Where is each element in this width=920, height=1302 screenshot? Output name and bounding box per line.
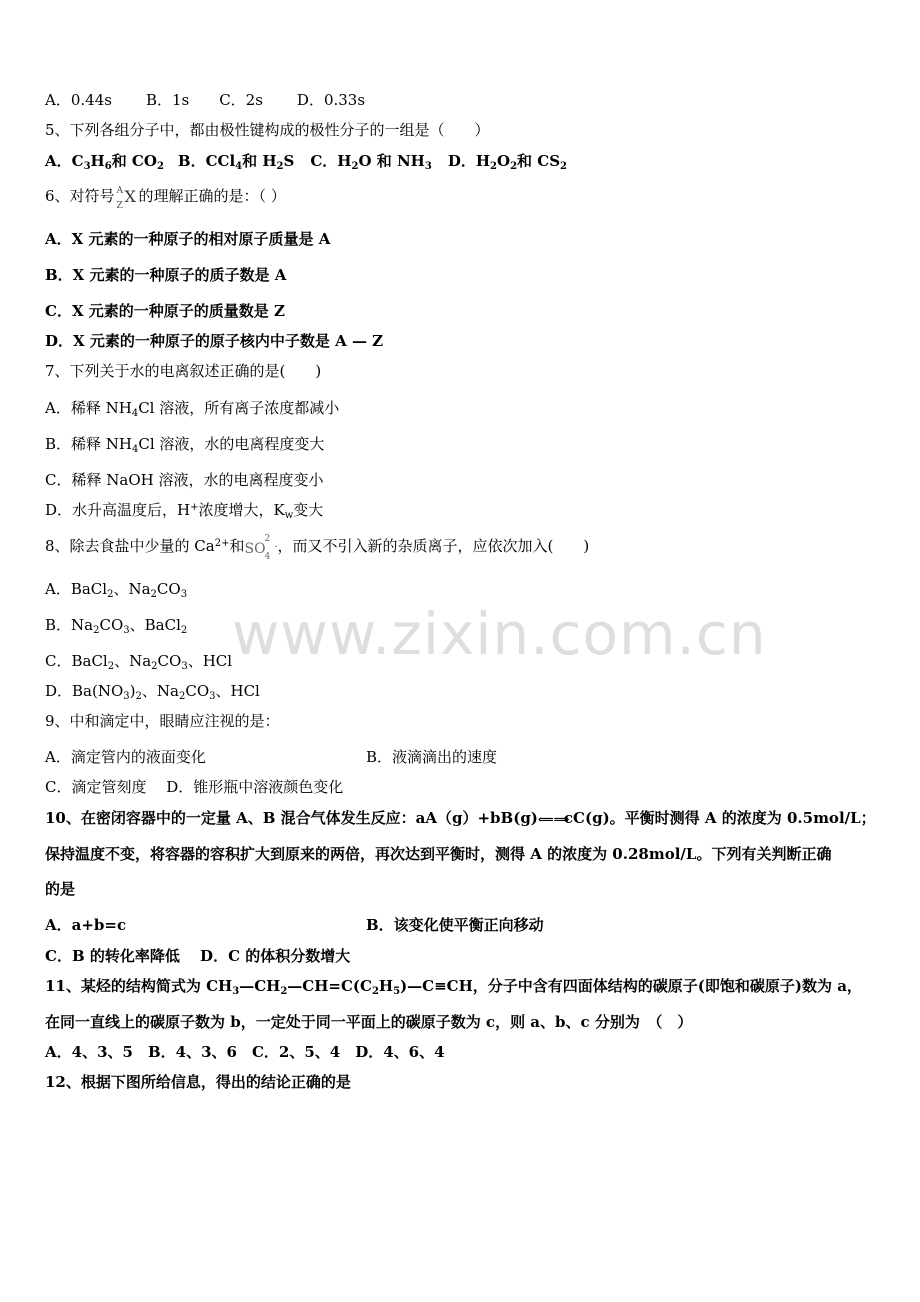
q6-option-d: D．X 元素的一种原子的原子核内中子数是 A — Z — [45, 332, 384, 350]
q5-stem: 5、下列各组分子中，都由极性键构成的极性分子的一组是（ ） — [45, 121, 490, 139]
sulfate-ion: SO 2 4 — [244, 534, 271, 562]
q4-option-a: A．0.44s — [45, 91, 112, 109]
q8-stem: 8、除去食盐中少量的 $Ca^{2+}$和 SO 2 4 -，而又不引入新的杂质离子，应依次加入( ) — [45, 534, 590, 562]
q11-stem-line1: 11、某烃的结构简式为 $CH_3—CH_2—CH=C(C_2H_5)—C\equiv CH$，分子中含有四面体结构的碳原子(即饱和碳原子)数为 a， — [45, 977, 862, 997]
q4-option-b: B．1s — [145, 91, 190, 109]
watermark: www.zixin.com.cn — [232, 600, 767, 668]
q4-options — [45, 90, 365, 110]
q6-stem: 6、对符号 A Z X 的理解正确的是：（ ） — [45, 186, 286, 211]
q9-option-b: B．液滴滴出的速度 — [366, 748, 498, 766]
q10-stem-line2: 保持温度不变，将容器的容积扩大到原来的两倍，再次达到平衡时，测得 A 的浓度为 0.28mol/L。下列有关判断正确 — [45, 845, 832, 863]
q10-option-b: B．该变化使平衡正向移动 — [366, 916, 544, 934]
q8-option-b: B．$Na_2CO_3$、BaCl$_2$ — [45, 616, 188, 636]
q5-options: A．$C_3H_6$和 $CO_2$ B．CCl$_4$和 $H_2S$ C．$H_2O$ 和 $NH_3$ D．$H_2O_2$和 $CS_2$ — [45, 152, 567, 172]
q7-option-b: B．稀释 $NH_4Cl$ 溶液，水的电离程度变大 — [45, 435, 325, 455]
q6-option-a: A．X 元素的一种原子的相对原子质量是 A — [45, 230, 331, 248]
q10-option-a: A．a+b=c — [45, 916, 127, 934]
q10-stem-line1: 10、在密闭容器中的一定量 A、B 混合气体发生反应：aA（g）+bB(g)⟸⟹cC(g)。平衡时测得 A 的浓度为 0.5mol/L； — [45, 808, 876, 830]
q9-option-a: A．滴定管内的液面变化 — [45, 748, 206, 766]
q8-option-c: C．BaCl$_2$、$Na_2CO_3$、HCl — [45, 652, 233, 672]
q9-stem: 9、中和滴定中，眼睛应注视的是： — [45, 712, 280, 730]
q6-option-c: C．X 元素的一种原子的质量数是 Z — [45, 302, 285, 320]
q10-stem-line3: 的是 — [45, 880, 76, 898]
q7-option-c: C．稀释 NaOH 溶液，水的电离程度变小 — [45, 471, 324, 489]
q7-option-a: A．稀释 $NH_4Cl$ 溶液，所有离子浓度都减小 — [45, 399, 340, 419]
q10-option-cd: C．B 的转化率降低 D．C 的体积分数增大 — [45, 947, 351, 965]
q11-options: A．4、3、5 B．4、3、6 C．2、5、4 D．4、6、4 — [45, 1043, 445, 1061]
q7-option-d: D．水升高温度后，H+浓度增大，$K_w$变大 — [45, 501, 324, 521]
q12-stem: 12、根据下图所给信息，得出的结论正确的是 — [45, 1073, 351, 1091]
equilibrium-arrow-icon: ⟸⟹ — [537, 813, 570, 826]
q11-stem-line2: 在同一直线上的碳原子数为 b，一定处于同一平面上的碳原子数为 c，则 a、b、c 分别为 （ ） — [45, 1013, 693, 1031]
q4-option-d: D．0.33s — [296, 91, 366, 109]
nuclide-symbol: A Z X — [116, 186, 136, 211]
q4-option-c: C．2s — [219, 91, 263, 109]
q8-option-a: A．BaCl$_2$、$Na_2CO_3$ — [45, 580, 188, 600]
q6-option-b: B．X 元素的一种原子的质子数是 A — [45, 266, 287, 284]
q8-option-d: D．$Ba(NO_3)_2$、$Na_2CO_3$、HCl — [45, 682, 260, 702]
q7-stem: 7、下列关于水的电离叙述正确的是( ) — [45, 362, 322, 380]
q9-option-cd: C．滴定管刻度 D．锥形瓶中溶液颜色变化 — [45, 778, 344, 796]
